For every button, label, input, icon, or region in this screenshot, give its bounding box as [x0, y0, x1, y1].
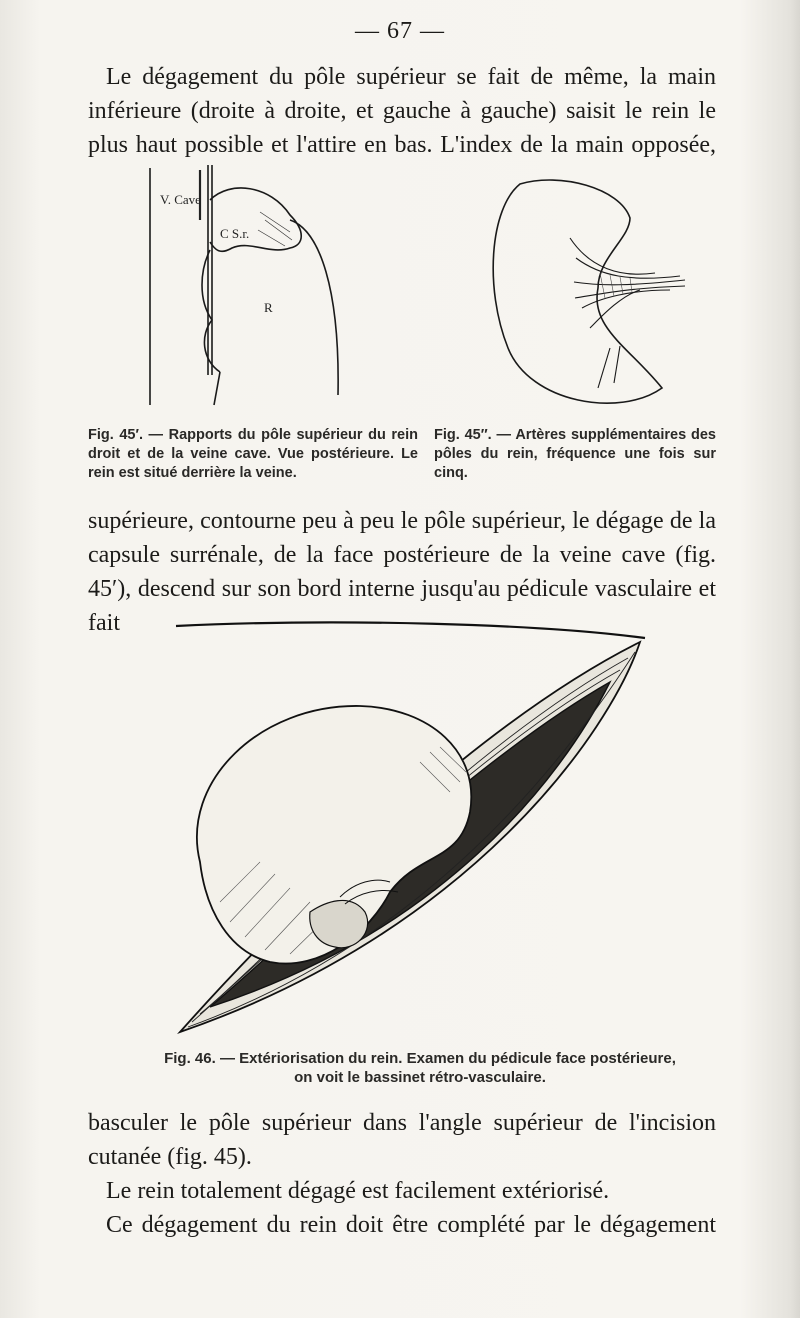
page-number: — 67 —: [355, 18, 445, 44]
figure-45-second: [480, 178, 700, 410]
paragraph-3: basculer le pôle supérieur dans l'angle supérieur de l'incision cutanée (fig. 45).: [88, 1110, 716, 1170]
paragraph-5: Ce dégagement du rein doit être complété par le dégagement: [106, 1212, 716, 1238]
caption-fig-46-line-1: Fig. 46. — Extériorisation du rein. Examen du pédicule face postérieure,: [164, 1050, 676, 1067]
caption-fig-46-line-2: on voit le bassinet rétro-vasculaire.: [294, 1069, 546, 1086]
paragraph-1: Le dégagement du pôle supérieur se fait de même, la main inférieure (droite à droite, et gauche à gauche) saisit le rein le plus haut possible et l'attire en bas. L'index de la main opposée,: [88, 64, 716, 158]
label-v-cave: V. Cave: [160, 192, 201, 207]
label-r: R: [264, 300, 273, 315]
paragraph-2: supérieure, contourne peu à peu le pôle supérieur, le dégage de la capsule surrénale, de la face postérieure de la veine cave (fig. 45′), descend sur son bord interne jusqu'au pédicule vasculaire et fait: [88, 508, 716, 636]
caption-fig-45-prime: Fig. 45′. — Rapports du pôle supérieur du rein droit et de la veine cave. Vue postérieure. Le rein est situé derrière la veine.: [88, 427, 418, 481]
label-c-sr: C S.r.: [220, 226, 250, 241]
figure-46: [140, 612, 660, 1052]
paragraph-4: Le rein totalement dégagé est facilement extériorisé.: [106, 1178, 610, 1204]
caption-fig-45-second: Fig. 45″. — Artères supplémentaires des pôles du rein, fréquence une fois sur cinq.: [434, 427, 716, 481]
figure-45-prime: [140, 160, 360, 410]
